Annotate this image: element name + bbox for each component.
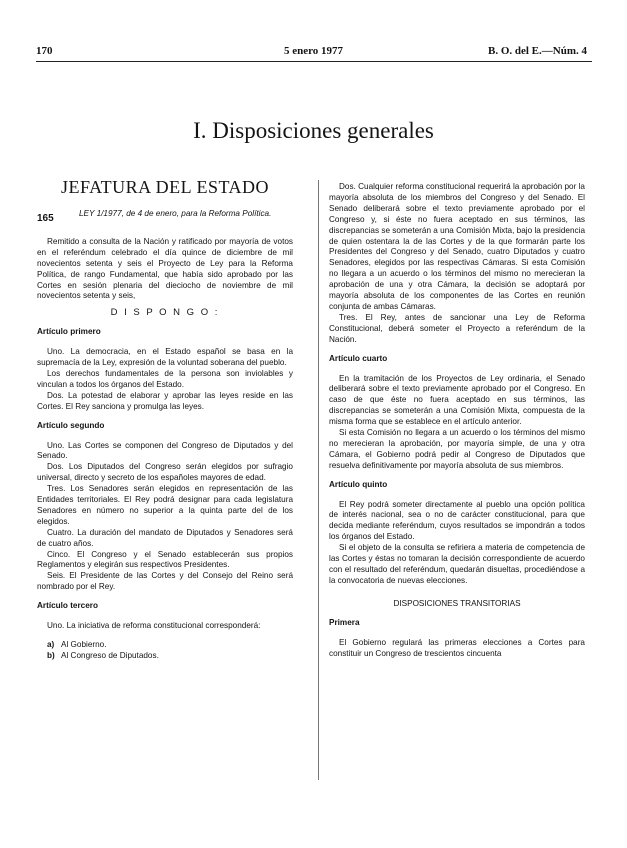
page-number: 170 (36, 45, 53, 57)
law-number: 165 (37, 212, 54, 224)
law-title: LEY 1/1977, de 4 de enero, para la Reforma Política. (79, 208, 272, 218)
article-3-paragraph: Dos. Cualquier reforma constitucional requerirá la aprobación por la mayoría absoluta de los miembros del Congreso y del Senado. El Senado deliberará sobre el texto previamente aprobado por el Congreso y, si éste no fuera aceptado en sus términos, las discrepancias se someterán a una Comisión Mixta, bajo la presidencia de quien ostentara la de las Cortes y de la que formarán parte los Presidentes del Congreso y del Senado, cuatro Diputados y cuatro Senadores, elegidos por las respectivas Cámaras. Si esta Comisión no llegara a un acuerdo o los términos del mismo no merecieran la aprobación de una y otra Cámara, la decisión se adoptará por mayoría absoluta de los componentes de las Cortes en reunión conjunta de ambas Cámaras. (329, 182, 585, 311)
article-2-heading: Artículo segundo (37, 420, 105, 430)
article-4-heading: Artículo cuarto (329, 353, 388, 363)
left-column (37, 177, 293, 662)
list-letter: b) (47, 650, 55, 660)
header-rule (36, 61, 592, 62)
primera-heading: Primera (329, 617, 360, 627)
article-3-paragraph: Tres. El Rey, antes de sancionar una Ley de Reforma Constitucional, deberá someter el Proyecto a referéndum de la Nación. (329, 312, 585, 344)
publication-label: B. O. del E.—Núm. 4 (487, 45, 587, 57)
primera-paragraph: El Gobierno regulará las primeras elecciones a Cortes para constituir un Congreso de trescientos cincuenta (329, 637, 585, 658)
article-5-heading: Artículo quinto (329, 479, 388, 489)
dispongo-heading: D I S P O N G O : (110, 307, 220, 319)
article-2-paragraph: Cinco. El Congreso y el Senado establecerán sus propios Reglamentos y elegirán sus respectivos Presidentes. (37, 549, 293, 570)
article-4-paragraph: Si esta Comisión no llegara a un acuerdo o los términos del mismo no merecieran la aprobación, por mayoría simple, de una y otra Cámara, el Gobierno podrá pedir al Congreso de Diputados que resuelva definitivamente por mayoría absoluta de sus miembros. (329, 428, 585, 470)
article-2-paragraph: Tres. Los Senadores serán elegidos en representación de las Entidades territoriales. El Rey podrá designar para cada legislatura Senadores en número no superior a la quinta parte del de los elegidos. (37, 484, 293, 526)
right-column (329, 182, 585, 659)
preamble: Remitido a consulta de la Nación y ratificado por mayoría de votos en el referéndum celebrado el día quince de diciembre de mil novecientos setenta y seis el Proyecto de Ley para la Reforma Política, de rango Fundamental, que había sido aprobado por las Cortes en sesión plenaria del dieciocho de noviembre de mil novecientos setenta y seis, (37, 236, 293, 301)
list-item (37, 651, 293, 662)
article-4-paragraph: En la tramitación de los Proyectos de Ley ordinaria, el Senado deliberará sobre el texto previamente aprobado por el Congreso. En caso de que éste no fuera aceptado en sus términos, las discrepancias se someterán a una Comisión Mixta, compuesta de la misma forma que se establece en el artículo anterior. (329, 373, 585, 427)
law-heading (37, 209, 293, 225)
article-3-paragraph: Uno. La iniciativa de reforma constitucional corresponderá: (47, 621, 261, 631)
article-5-paragraph: El Rey podrá someter directamente al pueblo una opción política de interés nacional, sea o no de carácter constitucional, para que decida mediante referéndum, cuyos resultados se impondrán a todos los órganos del Estado. (329, 499, 585, 542)
department-title: JEFATURA DEL ESTADO (60, 177, 270, 197)
list-text: Al Gobierno. (61, 640, 107, 649)
article-1-paragraph: Los derechos fundamentales de la persona son inviolables y vinculan a todos los órganos del Estado. (37, 368, 293, 389)
article-2-paragraph: Uno. Las Cortes se componen del Congreso de Diputados y del Senado. (37, 440, 293, 461)
article-1-paragraph: Uno. La democracia, en el Estado español se basa en la supremacía de la Ley, expresión de la voluntad soberana del pueblo. (37, 347, 293, 368)
column-divider (318, 180, 319, 780)
article-2-paragraph: Dos. Los Diputados del Congreso serán elegidos por sufragio universal, directo y secreto de los españoles mayores de edad. (37, 462, 293, 483)
article-1-heading: Artículo primero (37, 327, 101, 337)
article-1-paragraph: Dos. La potestad de elaborar y aprobar las leyes reside en las Cortes. El Rey sanciona y promulga las leyes. (37, 390, 293, 411)
transitional-provisions-heading: DISPOSICIONES TRANSITORIAS (393, 598, 521, 608)
article-3-heading: Artículo tercero (37, 601, 98, 611)
article-2-paragraph: Seis. El Presidente de las Cortes y del Consejo del Reino será nombrado por el Rey. (37, 571, 293, 592)
section-title: I. Disposiciones generales (193, 118, 434, 143)
list-text: Al Congreso de Diputados. (61, 650, 159, 660)
article-5-paragraph: Si el objeto de la consulta se refiriera a materia de competencia de las Cortes y éstas no tomaran la decisión correspondiente de acuerdo con el resultado del referéndum, quedarán disueltas, procediéndose a la convocatoria de nuevas elecciones. (329, 543, 585, 585)
article-2-paragraph: Cuatro. La duración del mandato de Diputados y Senadores será de cuatro años. (37, 527, 293, 548)
issue-date: 5 enero 1977 (283, 45, 344, 57)
list-item (37, 640, 293, 651)
list-letter: a) (47, 640, 55, 649)
